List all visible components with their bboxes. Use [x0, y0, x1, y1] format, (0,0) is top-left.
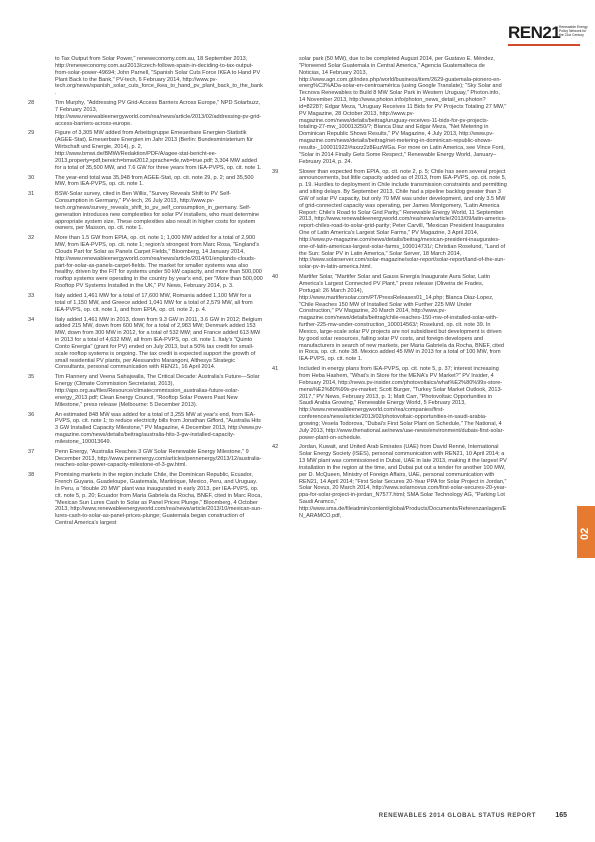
- endnote-text: The year-end total was 35,948 from AGEE-Stat, op. cit. note 29, p. 2; and 35,500 MW, from IEA-PVPS, op. cit. note 1.: [55, 174, 254, 188]
- ren21-logo: [508, 23, 588, 45]
- endnote-number: 36: [28, 411, 35, 418]
- logo-underline: [508, 44, 580, 46]
- endnote-number: 35: [28, 374, 35, 381]
- endnote: [28, 449, 263, 470]
- endnote: [272, 169, 507, 272]
- page-number: 165: [555, 812, 567, 819]
- endnote: [28, 235, 263, 290]
- chapter-tab: [577, 506, 595, 558]
- endnote-text: to Tax Output from Solar Power," reneweconomy.com.au, 18 September 2013, http://reneweconomy.com.au/2013/czech-follows-spain-in-deciding-to-tax-output-from-solar-power-49694; John Parnell, "Spanish Solar Cuts Force IKEA to Hand PV Plant Back to the Bank," PV-tech, 6 February 2014, http://www.pv-tech.org/news/spanish_solar_cuts_force_ikea_to_hand_pv_plant_back_to_the_bank.: [55, 56, 263, 97]
- endnote-text: Promising markets in the region include Chile, the Dominican Republic, Ecuador, French Guyana, Guadeloupe, Guatemala, Martinique, Mexico, Peru, and Uruguay. In Peru, a "double 20 MW" plant was inaugurated in early 2013, per IEA-PVPS, op. cit. note 5, p. 20; Ecuador from Maria Gabriela da Rocha, BNEF, cited in Marc Roca, "Mexican Sun Lures Cash to Solar as Panel Prices Plunge," Bloomberg, 4 October 2013, http://www.renewableenergyworld.com/rea/news/article/2013/10/mexican-sun-lures-cash-to-solar-as-panel-prices-plunge; Guatemala began construction of Central America's largest: [55, 472, 263, 527]
- endnote-number: 42: [272, 444, 279, 451]
- endnote-number: 40: [272, 274, 279, 281]
- endnote-text: Italy added 1,461 MW for a total of 17,600 MW, Romania added 1,100 MW for a total of 1,150 MW, and Greece added 1,041 MW for a total of 2,579 MW, all from IEA-PVPS, op. cit. note 1, and from EPIA, op. cit. note 2, p. 4.: [55, 293, 253, 313]
- endnote: [28, 472, 263, 527]
- endnote: [272, 366, 507, 441]
- report-title: RENEWABLES 2014 GLOBAL STATUS REPORT: [378, 813, 536, 819]
- endnote: [28, 100, 263, 127]
- endnote: [28, 317, 263, 372]
- endnote-text: BSW-Solar survey, cited in Ben Willis, "Survey Reveals Shift to PV Self-Consumption in Germany," PV-tech, 26 July 2013, http://www.pv-tech.org/news/survey_reveals_shift_to_pv_self_consumption_in_germany. Self-generation introduces new complexities for solar PV installers, who must determine appropriate system size. These complexities also result in higher costs for system owners, per Masson, op. cit. note 1.: [55, 191, 260, 232]
- logo-subtitle: Renewable Energy Policy Network for the 21st Century: [559, 25, 588, 37]
- endnotes-left-column: [28, 56, 263, 530]
- endnote-number: 37: [28, 448, 35, 455]
- endnote: [272, 56, 507, 166]
- endnote-text: Tim Flannery and Veena Sahajwalla, The Critical Decade: Australia's Future—Solar Energy (Climate Commission Secretariat, 2013), http://apo.org.au/files/Resource/climatecommission_australias-future-solar-energy_2013.pdf; Clean Energy Council, "Rooftop Solar Powers Past New Milestone," press release (Melbourne: 5 December 2013).: [55, 374, 260, 408]
- endnote-number: 28: [28, 100, 35, 107]
- page-footer: [0, 813, 595, 825]
- endnote-text: solar park (50 MW), due to be completed August 2014, per Gustavo E. Méndez, "Pioneered Solar Guatemala in Central America," Agencia Guatemalteca de Noticias, 14 February 2013, http://www.agn.com.gt/index.php/world/business/item/2629-guatemala-pionero-en-energ%C3%ADa-solar-en-centroamérica (using Google Translate); "Sky Solar and Tecnova Renewables to Build 8 MW Solar Park in Western Uruguay," Photon.info, 14 November 2013, http://www.photon.info/photon_news_detail_en.photon?id=82287; Edgar Meza, "Uruguay Receives 11 Bids for PV Projects Totaling 27 MW," PV Magazine, 28 October 2013, http://www.pv-magazine.com/news/details/beitrag/uruguay-receives-11-bids-for-pv-projects-totaling-27-mw_100013250/?; Blanca Diaz and Edgar Meza, "Net Metering in Dominican Republic Shows Results," PV Magazine, 4 July 2013, http://www.pv-magazine.com/news/details/beitrag/net-metering-in-dominican-republic-shows-results-_100011922/#axzz2z8EuzWGa. For more on Latin America, see Vince Font, "Solar in 2014 Finally Gets Some Respect," Renewable Energy World, January–February 2014, p. 24.: [299, 56, 507, 165]
- endnote-number: 32: [28, 235, 35, 242]
- endnote-text: Italy added 1,461 MW in 2013, down from 9.3 GW in 2011, 3.6 GW in 2012; Belgium added 215 MW, down from 600 MW, for a total of 2,983 MW; Denmark added 153 MW, down from 300 MW in 2012, for a total of 532 MW; and France added 613 MW in 2013 for a total of 4,632 MW, all from IEA-PVPS, op. cit. note 1. Italy's "Quinto Conto Energia" (grant for PV) ended on July 2013, but a 50% tax credit for small-scale rooftop systems is ongoing. The tax credit is expected support the growth of small residential PV plants, per Alessandro Marangoni, Althesys Strategic Consultants, personal communication with REN21, 16 April 2014.: [55, 316, 263, 371]
- endnote: [28, 412, 263, 446]
- endnote-text: Martifer Solar, "Martifer Solar and Gauss Energía Inaugurate Aura Solar, Latin America's Largest Connected PV Plant," press release (Oliveira de Frades, Portugal: 26 March 2014), http://www.martifersolar.com/PT/PressReleases01_14.php; Blanca Diaz-Lopez, "Chile Reaches 150 MW of Installed Solar with Further 225 MW Under Construction," PV Magazine, 20 March 2014, http://www.pv-magazine.com/news/details/beitrag/chile-reaches-150-mw-of-installed-solar-with-further-225-mw-under-construction_100014563/; Roselund, op. cit. note 39. In Mexico, large-scale solar PV projects are not subsidised but development is driven by good solar resources, falling solar PV costs, and foreign developers and manufacturers in search of new markets, per Maria Gabriela da Rocha, BNEF, cited in Roca, op. cit. note 38. Mexico added 45 MW in 2013 for a total of 100 MW, from IEA-PVPS, op. cit. note 1.: [299, 274, 505, 363]
- endnote-text: An estimated 848 MW was added for a total of 3,255 MW at year's end, from IEA-PVPS, op. cit. note 1; to reduce electricity bills from Jonathan Gifford, "Australia Hits 3 GW Installed Capacity Milestone," PV Magazine, 4 December 2013, http://www.pv-magazine.com/news/details/beitrag/australia-hits-3-gw-installed-capacity-milestone_100013649.: [55, 411, 263, 445]
- endnote: [28, 130, 263, 171]
- endnote-number: 38: [28, 472, 35, 479]
- endnote-number: 29: [28, 130, 35, 137]
- endnote: [28, 175, 263, 189]
- endnote-text: Slower than expected from EPIA, op. cit. note 2, p. 5; Chile has seen several project announcements, but little capacity added as of 2013, from IEA-PVPS, op. cit. note 5, p. 19. Hurdles to deployment in Chile include transmission constraints and permitting and siting delays. By September 2013, Chile had a pipeline backlog greater than 3 GW of solar PV capacity, but only 70 MW was under development, and only 3.5 MW of grid-connected capacity was operating, per James Montgomery, "Latin America Report: Chile's Road to Solar Grid Parity," Renewable Energy World, 11 September 2013, http://www.renewableenergyworld.com/rea/news/article/2013/09/latin-america-report-chiles-road-to-solar-grid-parity; Peter Carvill, "Mexican President Inaugurates One of Latin America's Largest Solar Farms," PV Magazine, 3 April 2014, http://www.pv-magazine.com/news/details/beitrag/mexican-president-inaugurates-one-of-latin-americas-largest-solar-farms_100014731/; Christian Roselund, "Land of the Sun: Solar PV in Latin America," Solar Server, 18 March 2014, http://www.solarserver.com/solar-magazine/solar-report/solar-report/land-of-the-sun-solar-pv-in-latin-america.html.: [299, 168, 507, 271]
- endnote-text: Penn Energy, "Australia Reaches 3 GW Solar Renewable Energy Milestone," 9 December 2013, http://www.pennenergy.com/articles/pennenergy/2013/12/australia-reaches-solar-power-capacity-milestone-of-3-gw.html.: [55, 448, 262, 469]
- endnote: [28, 374, 263, 408]
- endnote-text: Included in energy plans from IEA-PVPS, op. cit. note 5, p. 37; interest increasing from Heba Hashem, "What's in Store for the MENA's PV Market?" PV Insider, 4 February 2014, http://news.pv-insider.com/photovoltaics/what%E2%80%99s-store-mena%E2%80%99s-pv-market; Scott Burger, "Turkey Solar Market Outlook, 2013-2017," PV News, February 2013, p. 1; Matt Carr, "Photovoltaic Opportunities in Saudi Arabia Growing," Renewable Energy World, 5 February 2013, http://www.renewableenergyworld.com/rea/companies/first-conferences/news/article/2013/02/photovoltaic-opportunities-in-saudi-arabia-growing; Vesela Todorova, "Dubai's First Solar Plant on Schedule," The National, 4 July 2013, http://www.thenational.ae/news/uae-news/environment/dubais-first-solar-power-plant-on-schedule.: [299, 366, 505, 441]
- endnote: [272, 274, 507, 363]
- endnote-text: Jordan, Kuwait, and United Arab Emirates (UAE) from David Renné, International Solar Energy Society (ISES), personal communication with REN21, 10 April 2014; a 13 MW plant was commissioned in Dubai, UAE in late 2013, making it the largest PV installation in the region at the time, and Dubai put out a tender for another 100 MW, per D. McQueen, Ministry of Foreign Affairs, UAE, personal communication with REN21, 14 April 2014; "First Solar Secures 20-Year PPA for Solar Project in Jordan," Solar Novus, 20 March 2014, http://www.solarnovus.com/first-solar-secures-20-year-ppa-for-solar-project-in-jordan_N7577.html; SMA Solar Technology AG, "Parking Lot Saudi Aramco," http://www.sma.de/fileadmin/content/global/Products/Documents/Referenzanlagen/EN_ARAMCO.pdf,: [299, 444, 507, 519]
- endnote: [28, 293, 263, 314]
- endnote-number: 34: [28, 316, 35, 323]
- endnote-number: 30: [28, 174, 35, 181]
- endnote: [28, 56, 263, 97]
- endnote-text: More than 1.5 GW from EPIA, op. cit. note 1; 1,000 MW added for a total of 2,900 MW, from IEA-PVPS, op. cit. note 1; region's strongest from Marc Rosa, "England's Clouds Part for Solar as Panels Carpet Fields," Bloomberg, 14 January 2014, http://www.renewableenergyworld.com/rea/news/article/2014/01/englands-clouds-part-for-solar-as-panels-carpet-fields. The market for smaller systems was also healthy, driven by the FIT for systems under 50 kW capacity, and more than 500,000 rooftop systems were operating in the country by year's end, per "More than 500,000 Rooftop PV Systems Installed in the UK," PV News, February 2014, p. 3.: [55, 235, 263, 290]
- endnote-text: Figure of 3,305 MW added from Arbeitsgruppe Erneuerbare Energien-Statistik (AGEE-Stat), Erneuerbare Energien im Jahr 2013 (Berlin: Bundesministerium für Wirtschaft und Energie, 2014), p. 2, http://www.bmwi.de/BMWi/Redaktion/PDF/A/agee-stat-bericht-ee-2013,property=pdf,bereich=bmwi2012,sprache=de,rwb=true.pdf; 3,304 MW added for a total of 35,500 MW, and 7.6 GW for three years from IEA-PVPS, op. cit. note 1.: [55, 130, 262, 171]
- endnote-number: 33: [28, 293, 35, 299]
- endnote-number: 41: [272, 366, 279, 373]
- logo-wordmark: REN21: [508, 23, 561, 42]
- endnotes-right-column: [272, 56, 507, 523]
- chapter-number: 02: [579, 527, 591, 540]
- endnote-number: 39: [272, 168, 279, 175]
- endnote: [272, 444, 507, 519]
- endnote: [28, 191, 263, 232]
- endnote-text: Tim Murphy, "Addressing PV Grid-Access Barriers Across Europe," NPD Solarbuzz, 7 February 2013, http://www.renewableenergyworld.com/rea/news/article/2013/02/addressing-pv-grid-access-barriers-across-europe.: [55, 100, 262, 127]
- endnote-number: 31: [28, 191, 35, 198]
